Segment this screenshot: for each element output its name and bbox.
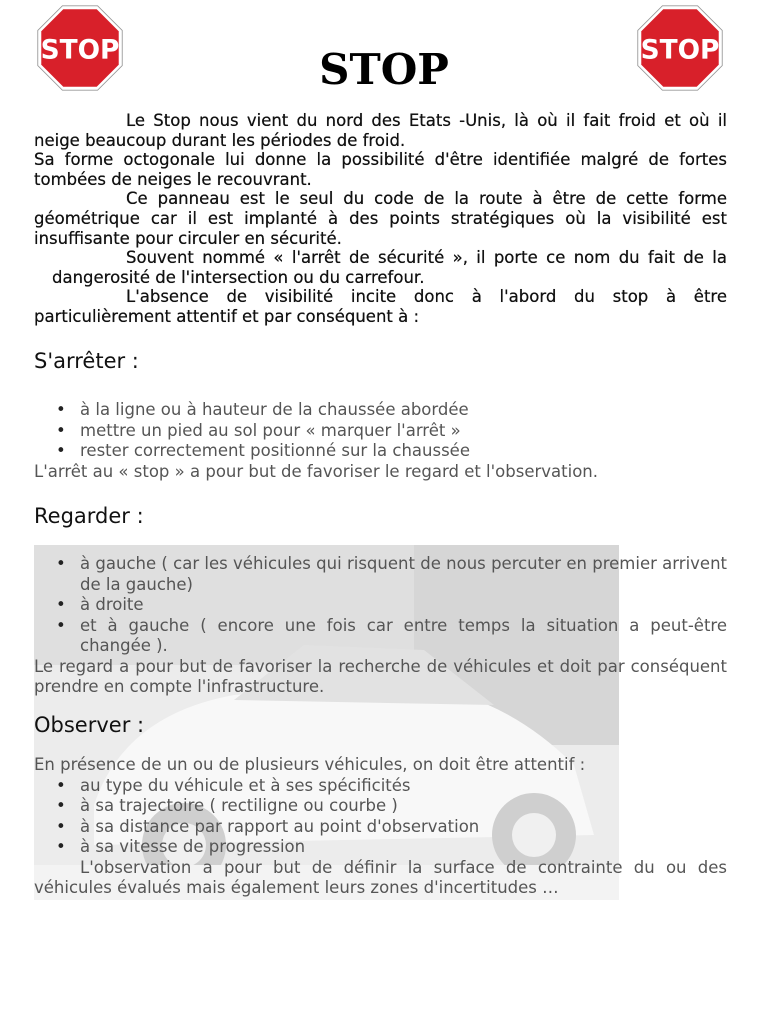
list-regarder [34,554,727,657]
section-arreter [34,400,727,482]
list-item: • à sa trajectoire ( rectiligne ou courbe ) [80,796,727,817]
section-text: En présence de un ou de plusieurs véhicules, on doit être attentif : [34,755,586,774]
section-heading-regarder: Regarder : [34,504,144,528]
list-item: • et à gauche ( encore une fois car entre temps la situation a peut-être changée ). [80,616,727,657]
list-item: • à sa vitesse de progression [80,837,727,858]
list-item: • mettre un pied au sol pour « marquer l'arrêt » [80,421,727,442]
list-item: • à droite [80,595,727,616]
list-item: • à sa distance par rapport au point d'observation [80,817,727,838]
intro-paragraph: L'absence de visibilité incite donc à l'abord du stop à être particulièrement attentif et par conséquent à : [34,287,727,326]
list-item: • au type du véhicule et à ses spécificités [80,776,727,797]
section-heading-arreter: S'arrêter : [34,349,139,373]
list-item: • à la ligne ou à hauteur de la chaussée abordée [80,400,727,421]
intro-paragraph: Sa forme octogonale lui donne la possibilité d'être identifiée malgré de fortes tombées de neiges le recouvrant. [34,150,727,189]
section-text: Le regard a pour but de favoriser la recherche de véhicules et doit par conséquent prendre en compte l'infrastructure. [34,656,727,696]
intro-paragraph: Ce panneau est le seul du code de la route à être de cette forme géométrique car il est implanté à des points stratégiques où la visibilité est insuffisante pour circuler en sécurité. [34,189,727,248]
list-item: • rester correctement positionné sur la chaussée [80,441,727,462]
section-heading-observer: Observer : [34,713,145,737]
intro-paragraph: Souvent nommé « l'arrêt de sécurité », il porte ce nom du fait de la dangerosité de l'intersection ou du carrefour. [52,248,727,287]
intro-text [34,111,727,327]
section-observer [34,755,727,899]
section-regarder [34,554,727,698]
section-text: L'observation a pour but de définir la surface de contrainte du ou des véhicules évalués mais également leurs zones d'incertitudes … [34,857,727,897]
stop-sign-text: STOP [640,34,720,66]
list-item: • à gauche ( car les véhicules qui risquent de nous percuter en premier arrivent de la gauche) [80,554,727,595]
stop-sign-text: STOP [40,34,120,66]
section-text: L'arrêt au « stop » a pour but de favoriser le regard et l'observation. [34,461,599,481]
list-arreter [34,400,727,462]
list-observer [34,776,727,858]
page-title: STOP [319,45,449,94]
intro-paragraph: Le Stop nous vient du nord des Etats -Unis, là où il fait froid et où il neige beaucoup durant les périodes de froid. [34,111,727,150]
